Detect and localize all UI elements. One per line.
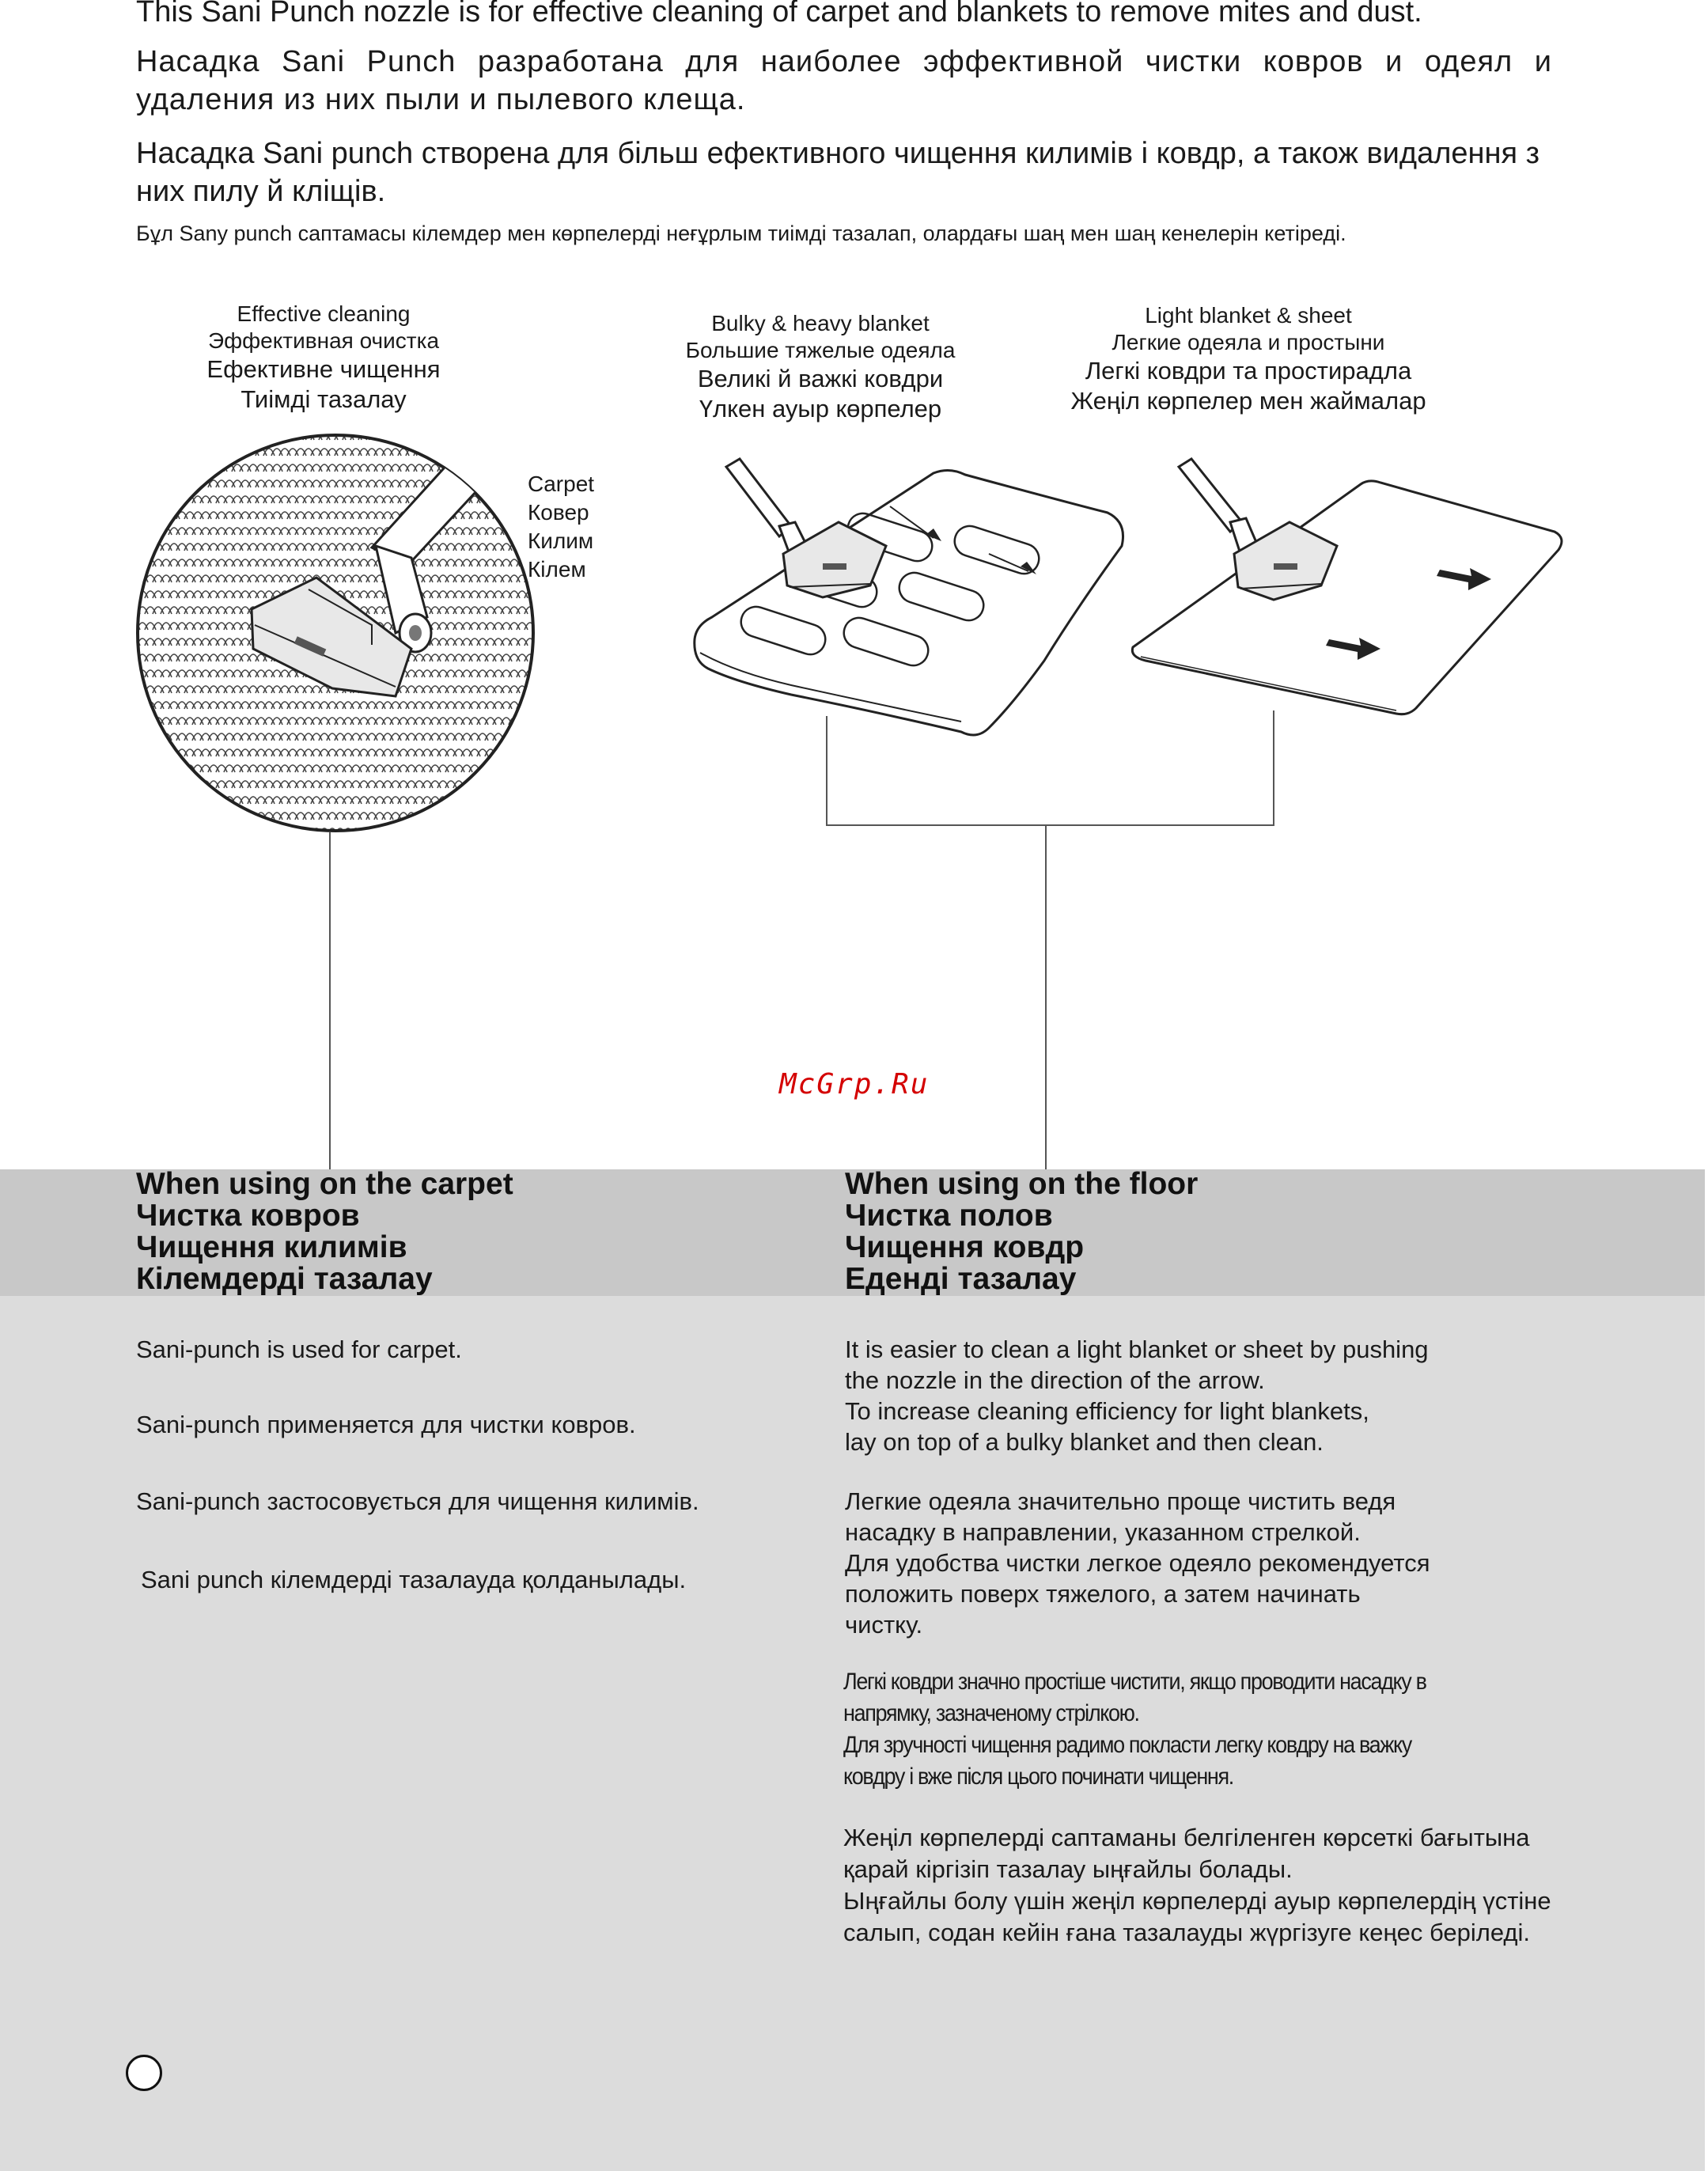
floor-heading-kk: Еденді тазалау xyxy=(845,1262,1077,1296)
light-blanket-illustration xyxy=(1132,459,1562,714)
watermark: McGrp.Ru xyxy=(779,1068,930,1101)
caption-light-uk: Легкі ковдри та простирадла xyxy=(1085,357,1412,385)
intro-english: This Sani Punch nozzle is for effective cleaning of carpet and blankets to remove mites and dust. xyxy=(136,0,1422,28)
caption-effective-cleaning xyxy=(203,301,445,415)
caption-bulky-blanket xyxy=(678,310,963,424)
caption-light-blanket xyxy=(1066,302,1430,416)
floor-text-kk xyxy=(843,1822,1551,1949)
caption-light-kk: Жеңіл көрпелер мен жаймалар xyxy=(1070,387,1426,415)
floor-ru-line: положить поверх тяжелого, а затем начинать xyxy=(845,1580,1361,1608)
floor-kk-line: салып, содан кейін ғана тазалауды жүргізуге кеңес беріледі. xyxy=(843,1919,1530,1946)
carpet-section-heading xyxy=(136,1169,513,1295)
caption-light-en: Light blanket & sheet xyxy=(1145,303,1352,328)
caption-carpet-en: Carpet xyxy=(528,472,595,496)
caption-effective-ru: Эффективная очистка xyxy=(207,328,440,353)
floor-en-line: To increase cleaning efficiency for light blankets, xyxy=(845,1397,1369,1425)
caption-effective-uk: Ефективне чищення xyxy=(206,355,441,383)
caption-bulky-ru: Большие тяжелые одеяла xyxy=(685,338,956,362)
intro-russian: Насадка Sani Punch разработана для наиболее эффективной чистки ковров и одеял и удаления из них пыли и пылевого клеща. xyxy=(136,45,1552,116)
carpet-text-uk: Sani-punch застосовується для чищення килимів. xyxy=(136,1487,699,1515)
floor-text-ru xyxy=(845,1486,1430,1640)
caption-bulky-kk: Үлкен ауыр көрпелер xyxy=(699,395,942,422)
floor-uk-line: Для зручності чищення радимо покласти легку ковдру на важку xyxy=(843,1732,1411,1758)
floor-text-en xyxy=(845,1334,1429,1457)
intro-kazakh: Бұл Sany punch саптамасы кілемдер мен көрпелерді неғұрлым тиімді тазалап, олардағы шаң мен шаң кенелерін кетіреді. xyxy=(136,222,1346,245)
carpet-text-kk: Sani punch кілемдерді тазалауда қолданылады. xyxy=(141,1566,687,1593)
caption-bulky-uk: Великі й важкі ковдри xyxy=(697,365,944,392)
floor-uk-line: напрямку, зазначеному стрілкою. xyxy=(843,1700,1139,1726)
connector-lines xyxy=(330,710,1274,1169)
caption-carpet xyxy=(528,470,594,584)
floor-kk-line: қарай кіргізіп тазалау ыңғайлы болады. xyxy=(843,1855,1293,1883)
floor-text-uk xyxy=(843,1666,1426,1793)
floor-ru-line: насадку в направлении, указанном стрелкой. xyxy=(845,1518,1361,1546)
floor-kk-line: Жеңіл көрпелерді саптаманы белгіленген көрсеткі бағытына xyxy=(843,1824,1530,1851)
floor-kk-line: Ыңғайлы болу үшін жеңіл көрпелерді ауыр көрпелердің үстіне xyxy=(843,1887,1551,1915)
caption-bulky-en: Bulky & heavy blanket xyxy=(711,311,930,335)
caption-carpet-kk: Кілем xyxy=(528,557,586,582)
carpet-text-en: Sani-punch is used for carpet. xyxy=(136,1336,462,1363)
floor-heading-en: When using on the floor xyxy=(845,1167,1199,1201)
bulky-blanket-illustration xyxy=(695,459,1123,735)
caption-effective-kk: Тиімді тазалау xyxy=(240,385,407,413)
carpet-heading-uk: Чищення килимів xyxy=(136,1230,407,1264)
floor-heading-uk: Чищення ковдр xyxy=(845,1230,1085,1264)
carpet-close-up-illustration xyxy=(138,435,533,831)
floor-section-heading xyxy=(845,1169,1198,1295)
intro-ukrainian: Насадка Sani punch створена для більш ефективного чищення килимів і ковдр, а також видалення з них пилу й кліщів. xyxy=(136,137,1540,208)
floor-en-line: lay on top of a bulky blanket and then clean. xyxy=(845,1428,1324,1456)
floor-ru-line: Для удобства чистки легкое одеяло рекомендуется xyxy=(845,1549,1430,1577)
floor-en-line: It is easier to clean a light blanket or sheet by pushing xyxy=(845,1336,1429,1363)
carpet-heading-ru: Чистка ковров xyxy=(136,1199,360,1233)
floor-ru-line: Легкие одеяла значительно проще чистить ведя xyxy=(845,1487,1396,1515)
carpet-heading-en: When using on the carpet xyxy=(136,1167,513,1201)
carpet-heading-kk: Кілемдерді тазалау xyxy=(136,1262,433,1296)
floor-heading-ru: Чистка полов xyxy=(845,1199,1053,1233)
floor-uk-line: ковдру і вже після цього починати чищення. xyxy=(843,1764,1233,1790)
caption-carpet-uk: Килим xyxy=(528,529,594,553)
floor-ru-line: чистку. xyxy=(845,1611,923,1639)
caption-carpet-ru: Ковер xyxy=(528,500,589,525)
caption-effective-en: Effective cleaning xyxy=(237,301,411,326)
carpet-text-ru: Sani-punch применяется для чистки ковров. xyxy=(136,1411,636,1438)
caption-light-ru: Легкие одеяла и простыни xyxy=(1112,330,1385,354)
floor-en-line: the nozzle in the direction of the arrow. xyxy=(845,1366,1265,1394)
floor-uk-line: Легкі ковдри значно простіше чистити, якщо проводити насадку в xyxy=(843,1669,1426,1695)
page-number-marker xyxy=(126,2055,162,2091)
